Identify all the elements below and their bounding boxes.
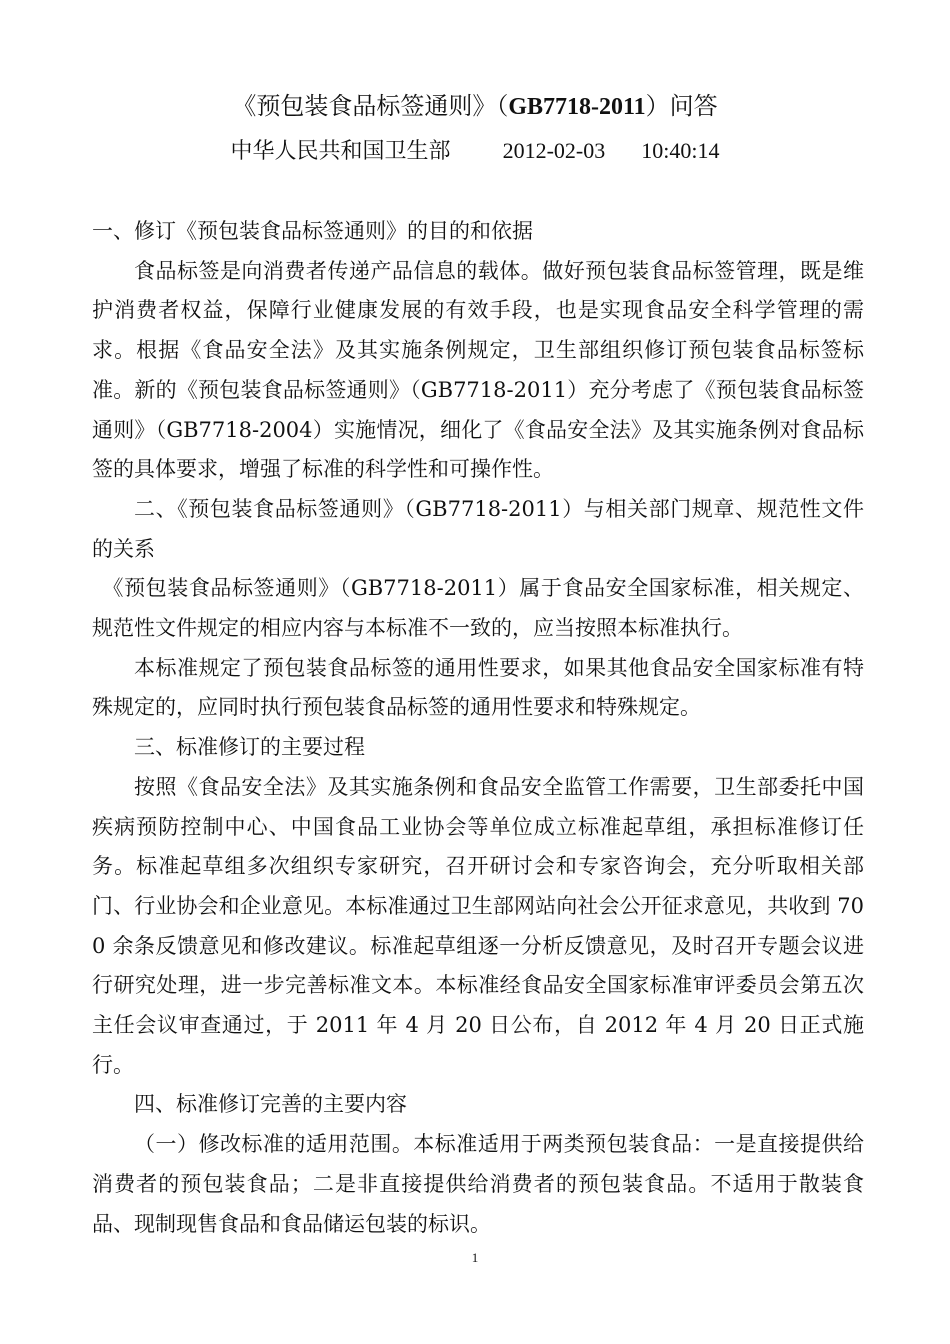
title-suffix: ）问答 xyxy=(645,92,718,120)
document-meta xyxy=(0,134,950,169)
paragraph: 本标准规定了预包装食品标签的通用性要求，如果其他食品安全国家标准有特殊规定的，应同时执行预包装食品标签的通用性要求和特殊规定。 xyxy=(92,655,864,720)
section-heading-1: 一、修订《预包装食品标签通则》的目的和依据 xyxy=(92,219,533,243)
section-heading-2: 二、《预包装食品标签通则》（GB7718-2011）与相关部门规章、规范性文件的关系 xyxy=(92,496,864,561)
document-body xyxy=(92,212,864,1244)
paragraph: （一）修改标准的适用范围。本标准适用于两类预包装食品：一是直接提供给消费者的预包装食品；二是非直接提供给消费者的预包装食品。不适用于散装食品、现制现售食品和食品储运包装的标识。 xyxy=(92,1132,864,1236)
paragraph: 按照《食品安全法》及其实施条例和食品安全监管工作需要，卫生部委托中国疾病预防控制中心、中国食品工业协会等单位成立标准起草组，承担标准修订任务。标准起草组多次组织专家研究，召开研讨会和专家咨询会，充分听取相关部门、行业协会和企业意见。本标准通过卫生部网站向社会公开征求意见，共收到 700 余条反馈意见和修改建议。标准起草组逐一分析反馈意见，及时召开专题会议进行研究处理，进一步完善标准文本。本标准经食品安全国家标准审评委员会第五次主任会议审查通过，于 2011 年 4 月 20 日公布，自 2012 年 4 月 20 日正式施行。 xyxy=(92,774,864,1077)
author-org: 中华人民共和国卫生部 xyxy=(230,139,451,164)
paragraph: 《预包装食品标签通则》（GB7718-2011）属于食品安全国家标准，相关规定、规范性文件规定的相应内容与本标准不一致的，应当按照本标准执行。 xyxy=(92,576,864,641)
publish-time: 10:40:14 xyxy=(641,138,720,163)
section-heading-4: 四、标准修订完善的主要内容 xyxy=(134,1092,407,1117)
paragraph: 食品标签是向消费者传递产品信息的载体。做好预包装食品标签管理，既是维护消费者权益，保障行业健康发展的有效手段，也是实现食品安全科学管理的需求。根据《食品安全法》及其实施条例规定，卫生部组织修订预包装食品标签标准。新的《预包装食品标签通则》（GB7718-2011）充分考虑了《预包装食品标签通则》（GB7718-2004）实施情况，细化了《食品安全法》及其实施条例对食品标签的具体要求，增强了标准的科学性和可操作性。 xyxy=(92,258,864,482)
publish-date: 2012-02-03 xyxy=(502,138,606,163)
title-standard-code: GB7718-2011 xyxy=(508,94,646,120)
document-title xyxy=(0,88,950,125)
page-number: 1 xyxy=(471,1250,479,1265)
section-heading-3: 三、标准修订的主要过程 xyxy=(134,735,365,760)
title-prefix: 《预包装食品标签通则》（ xyxy=(232,92,509,120)
